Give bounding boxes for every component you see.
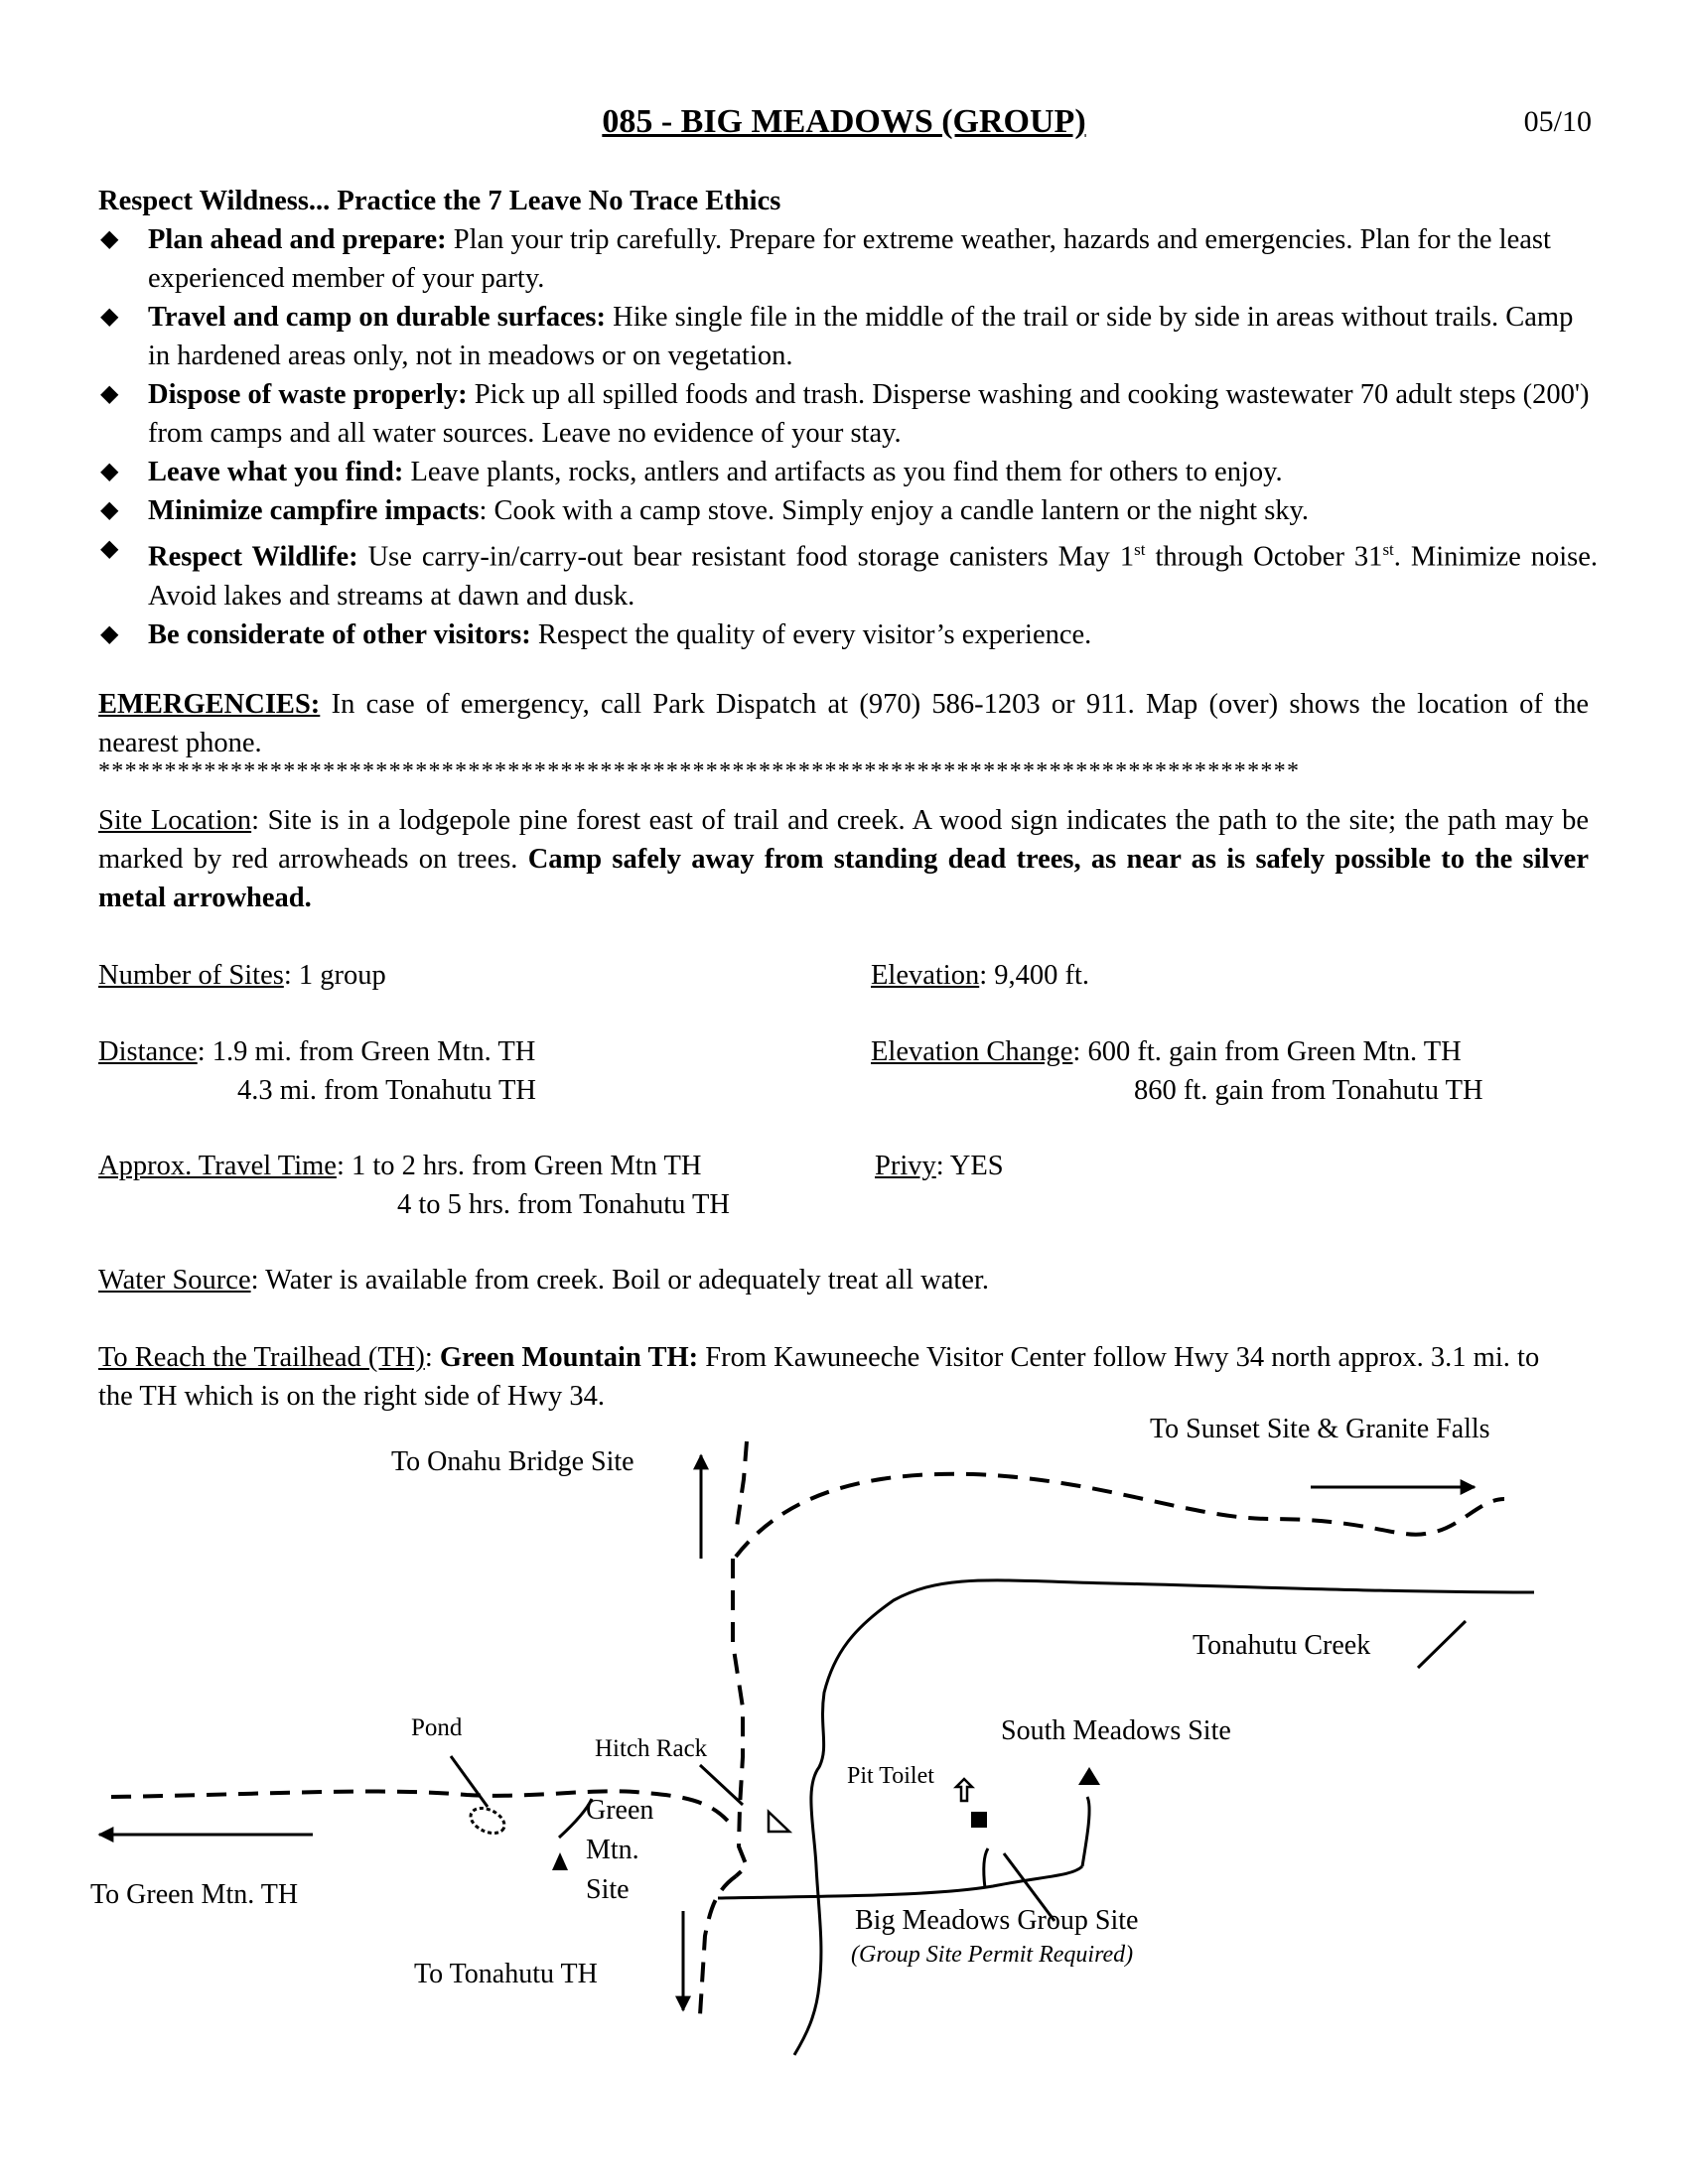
south-meadows-tent-icon [1078,1767,1100,1785]
distance-label: Distance [98,1036,198,1067]
water-source-label: Water Source [98,1265,251,1296]
trail-north-south [733,1559,747,1876]
trailhead-colon: : [424,1342,440,1373]
south-meadows-trail [1082,1797,1089,1866]
label-green-mtn-site: Green [586,1795,654,1826]
label-pond: Pond [411,1714,463,1741]
sites-value: : 1 group [283,960,386,991]
sites-label: Number of Sites [98,960,284,991]
pond-leader [451,1756,488,1807]
emergency-label: EMERGENCIES: [98,689,321,720]
green-mtn-site-tent-icon [552,1852,568,1870]
trailhead-name: Green Mountain TH: [439,1342,699,1373]
label-to-onahu: To Onahu Bridge Site [391,1446,634,1477]
dashed-trails [111,1441,1504,2015]
diamond-bullet-icon: ◆ [100,459,119,484]
lnt-item-text: Pick up all spilled foods and trash. Disperse washing and cooking wastewater 70 adult steps (200') from camps and all water sources. Leave no evidence of your stay. [148,379,1590,449]
label-to-tonahutu: To Tonahutu TH [414,1959,598,1989]
diamond-bullet-icon: ◆ [100,497,119,523]
lnt-item-text: Plan your trip carefully. Prepare for extreme weather, hazards and emergencies. Plan for the least experienced member of your party. [148,224,1551,294]
elevation-label: Elevation [871,960,980,991]
tonahutu-creek [794,1580,1534,2055]
lnt-item-label: Travel and camp on durable surfaces: [148,302,607,333]
trailhead-label: To Reach the Trailhead (TH) [98,1342,425,1373]
label-group-site: Big Meadows Group Site [855,1905,1139,1936]
lnt-item-text: Leave plants, rocks, antlers and artifacts as you find them for others to enjoy. [403,457,1283,487]
distance-value: 4.3 mi. from Tonahutu TH [237,1075,536,1106]
privy-value: : YES [935,1151,1004,1181]
lnt-item-label: Minimize campfire impacts [148,495,480,526]
lnt-item-label: Respect Wildlife: [148,541,358,573]
superscript: st [1134,540,1146,559]
distance-value: : 1.9 mi. from Green Mtn. TH [197,1036,536,1067]
label-permit: (Group Site Permit Required) [851,1942,1134,1968]
group-site-path [984,1848,988,1888]
group-site-marker-icon [971,1812,987,1828]
diamond-bullet-icon: ◆ [100,381,119,407]
elevation-change-value: : 600 ft. gain from Green Mtn. TH [1072,1036,1462,1067]
lnt-item-label: Dispose of waste properly: [148,379,468,410]
lnt-item-label: Plan ahead and prepare: [148,224,447,255]
label-south-meadows: South Meadows Site [1001,1715,1231,1746]
trail-north-upper [736,1441,747,1534]
trailhead-text: From Kawuneeche Visitor Center follow Hwy 34 north approx. 3.1 mi. to the TH which is on the right side of Hwy 34. [98,1342,1540,1412]
label-hitch-rack: Hitch Rack [595,1735,708,1762]
hitch-rack-icon [769,1812,789,1832]
elevation-value: : 9,400 ft. [979,960,1090,991]
label-to-green-mtn: To Green Mtn. TH [90,1879,299,1910]
label-green-mtn-site: Mtn. [586,1835,639,1865]
travel-time-value: : 1 to 2 hrs. from Green Mtn TH [336,1151,702,1181]
water-source-value: : Water is available from creek. Boil or adequately treat all water. [250,1265,990,1296]
elevation-change-label: Elevation Change [871,1036,1073,1067]
site-location-text: : Site is in a lodgepole pine forest east of trail and creek. A wood sign indicates the path to the site; the path may be marked by red arrowheads on trees. [98,805,1589,875]
lnt-item-label: Leave what you find: [148,457,404,487]
lnt-item-text: Use carry-in/carry-out bear resistant food storage canisters May 1 [357,541,1135,573]
site-location-warning: Camp safely away from standing dead trees, as near as is safely possible to the silver metal arrowhead. [98,844,1589,913]
lnt-item-text: . Minimize noise. Avoid lakes and streams at dawn and dusk. [148,541,1598,612]
lnt-item-text: : Cook with a camp stove. Simply enjoy a candle lantern or the night sky. [479,495,1310,526]
separator-line: ******************************************************************************************* [98,758,1301,784]
map-lines [99,1455,1534,2055]
label-green-mtn-site: Site [586,1874,630,1905]
revision-date: 05/10 [1523,105,1592,138]
diamond-bullet-icon: ◆ [100,620,119,647]
diamond-bullet-icon: ◆ [100,304,119,330]
superscript: st [1382,540,1394,559]
lnt-item-label: Be considerate of other visitors: [148,618,531,650]
label-to-sunset: To Sunset Site & Granite Falls [1150,1414,1490,1444]
creek-leader [1418,1621,1466,1668]
privy-label: Privy [875,1151,936,1181]
map-labels [90,1414,1490,1989]
travel-time-label: Approx. Travel Time [98,1151,337,1181]
pond-icon [467,1803,508,1838]
diamond-bullet-icon: ◆ [100,226,119,252]
label-pit-toilet: Pit Toilet [847,1763,934,1789]
page-title: 085 - BIG MEADOWS (GROUP) [602,103,1086,140]
pit-toilet-icon [956,1779,972,1801]
label-tonahutu-creek: Tonahutu Creek [1193,1630,1371,1661]
hitch-rack-leader [700,1765,743,1805]
diamond-bullet-icon: ◆ [100,536,119,562]
emergency-text: In case of emergency, call Park Dispatch at (970) 586-1203 or 911. Map (over) shows the location of the nearest phone. [98,689,1589,758]
spur-trail [718,1866,1082,1898]
site-location-label: Site Location [98,805,252,836]
travel-time-value: 4 to 5 hrs. from Tonahutu TH [397,1189,730,1220]
lnt-heading: Respect Wildness... Practice the 7 Leave No Trace Ethics [98,186,781,216]
lnt-item-text: Hike single file in the middle of the trail or side by side in areas without trails. Camp in hardened areas only, not in meadows or on vegetation. [148,302,1574,371]
lnt-item-text: through October 31 [1145,541,1383,573]
elevation-change-value: 860 ft. gain from Tonahutu TH [1134,1075,1483,1106]
lnt-item-text: Respect the quality of every visitor’s experience. [530,618,1092,650]
